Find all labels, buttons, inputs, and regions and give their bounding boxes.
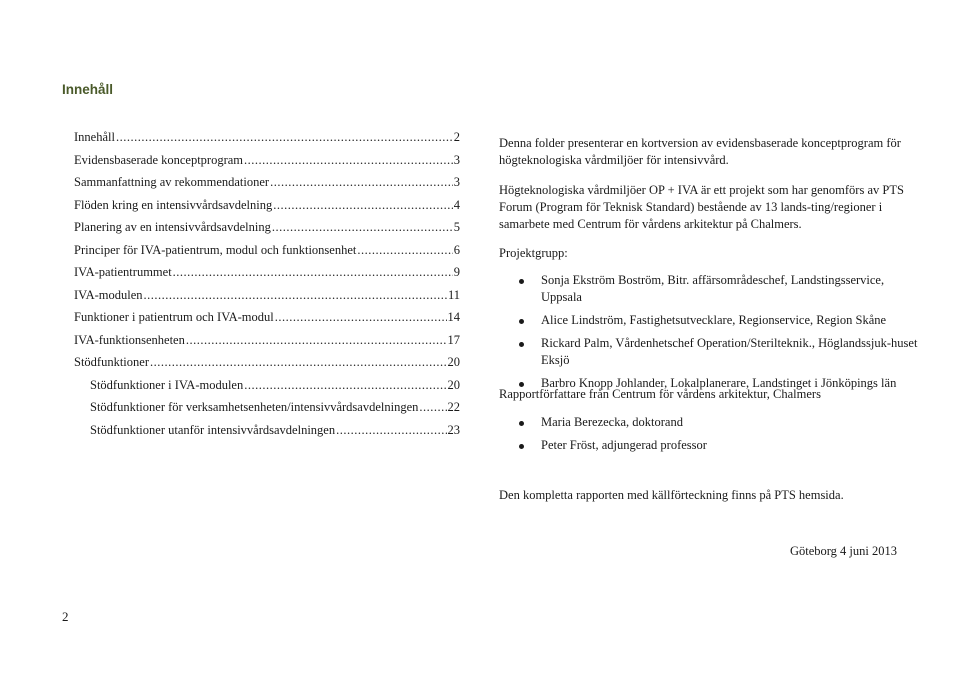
toc-leader-dots — [275, 310, 447, 325]
toc-leader-dots — [270, 175, 453, 190]
place-date: Göteborg 4 juni 2013 — [789, 544, 897, 558]
toc-leader-dots — [186, 333, 447, 348]
toc-entry-title: Stödfunktioner — [74, 355, 149, 369]
toc-entry[interactable] — [90, 400, 460, 416]
toc-leader-dots — [173, 265, 453, 280]
toc-entry-title: Funktioner i patientrum och IVA-modul — [74, 310, 274, 324]
project-group-label: Projektgrupp: — [499, 246, 568, 260]
toc-leader-dots — [336, 423, 446, 438]
toc-entry-page: 11 — [447, 287, 460, 302]
list-item-text: Alice Lindström, Fastighetsutvecklare, Regionservice, Region Skåne — [541, 313, 887, 327]
full-report-note: Den kompletta rapporten med källförteckning finns på PTS hemsida. — [499, 488, 844, 502]
toc-entry-page: 17 — [447, 332, 460, 347]
authors-label: Rapportförfattare från Centrum för vårdens arkitektur, Chalmers — [499, 387, 821, 401]
bullet-icon — [519, 342, 524, 347]
toc-entry-title: Planering av en intensivvårdsavdelning — [74, 220, 271, 234]
toc-entry-page: 23 — [447, 422, 460, 437]
list-item-text: Maria Berezecka, doktorand — [541, 415, 683, 429]
toc-leader-dots — [244, 153, 453, 168]
toc-entry-title: Stödfunktioner för verksamhetsenheten/intensivvårdsavdelningen — [90, 400, 419, 414]
list-item — [499, 335, 919, 369]
bullet-icon — [519, 444, 524, 449]
toc-leader-dots — [116, 130, 453, 145]
toc-entry-page: 3 — [453, 175, 460, 189]
toc-entry-page: 22 — [447, 400, 460, 414]
intro-paragraph: Denna folder presenterar en kortversion av evidensbaserade konceptprogram för högteknologiska vårdmiljöer för intensivvård. — [499, 136, 901, 167]
toc-entry-page: 4 — [453, 197, 460, 212]
toc-entry[interactable] — [74, 355, 460, 371]
toc-entry[interactable] — [90, 378, 460, 394]
toc-entry-title: Stödfunktioner utanför intensivvårdsavdelningen — [90, 422, 336, 437]
toc-leader-dots — [357, 243, 452, 258]
toc-entry-title: Innehåll — [74, 130, 115, 144]
toc-entry[interactable] — [90, 423, 460, 439]
page-number: 2 — [62, 609, 69, 624]
toc-entry-page: 20 — [447, 377, 460, 392]
toc-entry-page: 2 — [453, 130, 460, 144]
toc-entry-title: Principer för IVA-patientrum, modul och funktionsenhet — [74, 242, 357, 257]
toc-entry[interactable] — [74, 198, 460, 214]
toc-leader-dots — [244, 378, 446, 393]
toc-entry-page: 9 — [453, 265, 460, 279]
toc-entry-page: 5 — [453, 220, 460, 234]
toc-entry-title: Evidensbaserade konceptprogram — [74, 152, 244, 167]
toc-leader-dots — [273, 198, 453, 213]
list-item — [499, 414, 919, 431]
toc-entry[interactable] — [74, 333, 460, 349]
list-item-text: Sonja Ekström Boström, Bitr. affärsområdeschef, Landstingsservice, Uppsala — [541, 273, 885, 304]
toc-entry-title: Stödfunktioner i IVA-modulen — [90, 377, 244, 392]
toc-leader-dots — [419, 400, 446, 415]
toc-entry[interactable] — [74, 310, 460, 326]
list-item — [499, 272, 919, 306]
list-item-text: Rickard Palm, Vårdenhetschef Operation/Sterilteknik., Höglandssjuk-huset Eksjö — [541, 336, 918, 367]
authors-list — [499, 414, 919, 460]
toc-entry[interactable] — [74, 220, 460, 236]
toc-entry[interactable] — [74, 130, 460, 146]
toc-entry-title: IVA-modulen — [74, 287, 143, 302]
toc-entry[interactable] — [74, 265, 460, 281]
toc-entry[interactable] — [74, 175, 460, 191]
toc-entry[interactable] — [74, 288, 460, 304]
list-item-text: Barbro Knopp Johlander, Lokalplanerare, Landstinget i Jönköpings län — [541, 376, 897, 390]
toc-entry-title: IVA-funktionsenheten — [74, 332, 185, 347]
toc-leader-dots — [272, 220, 453, 235]
toc-leader-dots — [144, 288, 447, 303]
project-group-list — [499, 272, 919, 398]
list-item-text: Peter Fröst, adjungerad professor — [541, 438, 707, 452]
project-description: Högteknologiska vårdmiljöer OP + IVA är ett projekt som har genomförs av PTS Forum (Program för Teknisk Standard) bestående av 13 lands-ting/regioner i samarbete med Centrum för vårdens arkitektur på Chalmers. — [499, 183, 904, 231]
toc-entry[interactable] — [74, 243, 460, 259]
toc-heading: Innehåll — [62, 82, 114, 97]
toc-entry[interactable] — [74, 153, 460, 169]
toc-entry-title: IVA-patientrummet — [74, 265, 172, 279]
list-item — [499, 312, 919, 329]
toc-entry-page: 14 — [447, 310, 460, 324]
list-item — [499, 437, 919, 454]
bullet-icon — [519, 319, 524, 324]
toc-entry-page: 6 — [453, 242, 460, 257]
toc-entry-page: 3 — [453, 152, 460, 167]
bullet-icon — [519, 421, 524, 426]
toc-entry-title: Sammanfattning av rekommendationer — [74, 175, 270, 189]
toc-leader-dots — [150, 355, 447, 370]
bullet-icon — [519, 279, 524, 284]
toc-entry-title: Flöden kring en intensivvårdsavdelning — [74, 197, 273, 212]
toc-entry-page: 20 — [447, 355, 460, 369]
